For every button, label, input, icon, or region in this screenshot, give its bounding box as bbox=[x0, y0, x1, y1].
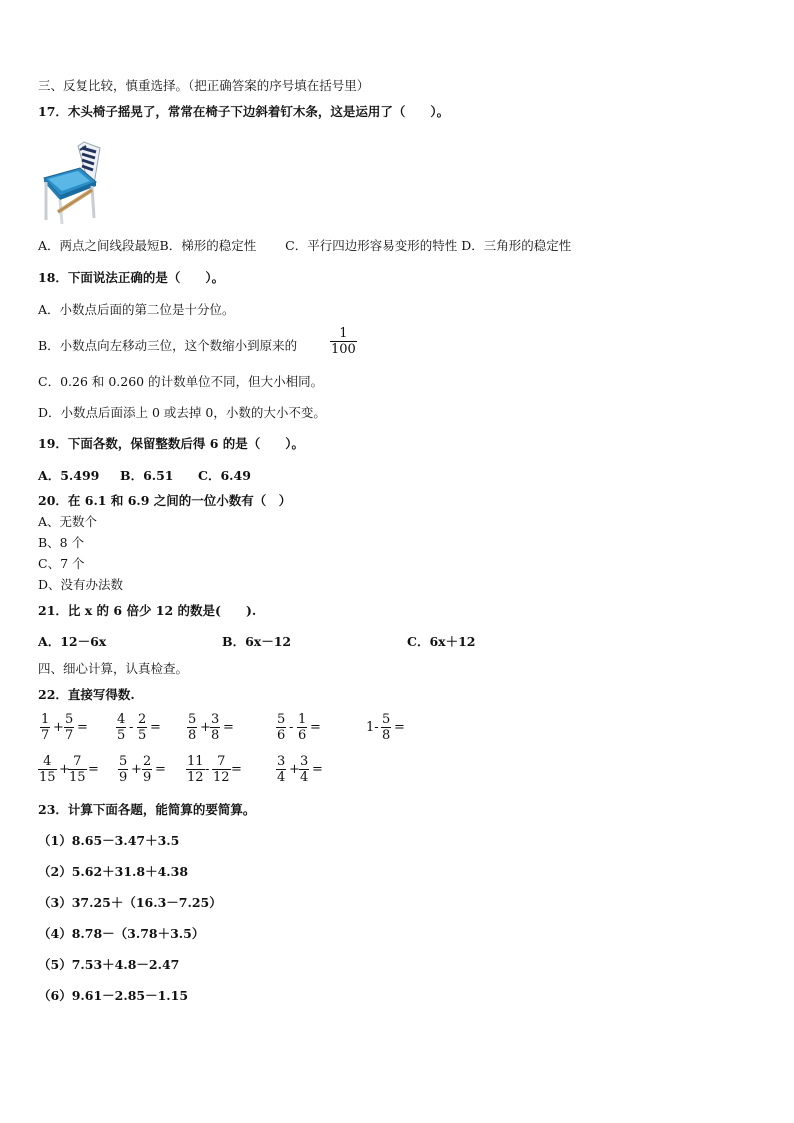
numerator: 1 bbox=[298, 712, 307, 727]
section-3-title: 三、反复比较，慎重选择。（把正确答案的序号填在括号里） bbox=[38, 78, 370, 93]
equals-sign: = bbox=[88, 762, 99, 777]
denominator: 4 bbox=[300, 770, 309, 785]
equals-sign: = bbox=[150, 720, 161, 735]
question-21-option-a: A．12－6x bbox=[38, 634, 107, 649]
fraction bbox=[210, 712, 220, 743]
fraction bbox=[381, 712, 391, 743]
fraction-numerator: 1 bbox=[339, 326, 348, 341]
question-21-stem: 21．比 x 的 6 倍少 12 的数是( ). bbox=[38, 603, 257, 618]
operator: - bbox=[205, 762, 210, 777]
question-19-stem: 19．下面各数，保留整数后得 6 的是（ ）。 bbox=[38, 436, 305, 451]
question-19-option-c: C．6.49 bbox=[198, 468, 251, 483]
question-23-item-2: （2）5.62＋31.8＋4.38 bbox=[38, 864, 189, 879]
numerator: 7 bbox=[73, 754, 82, 769]
denominator: 8 bbox=[211, 728, 220, 743]
equals-sign: = bbox=[231, 762, 242, 777]
numerator: 5 bbox=[119, 754, 128, 769]
equals-sign: = bbox=[77, 720, 88, 735]
numerator: 3 bbox=[300, 754, 309, 769]
denominator: 9 bbox=[143, 770, 152, 785]
operator: - bbox=[289, 720, 294, 735]
question-17-options: A．两点之间线段最短B．梯形的稳定性 C．平行四边形容易变形的特性 D．三角形的稳定性 bbox=[38, 238, 572, 253]
question-20-option-b: B、8 个 bbox=[38, 535, 85, 550]
fraction bbox=[276, 712, 286, 743]
denominator: 9 bbox=[119, 770, 128, 785]
fraction bbox=[38, 754, 57, 785]
question-20-option-d: D、没有办法数 bbox=[38, 577, 124, 592]
question-22-stem: 22．直接写得数. bbox=[38, 687, 135, 702]
fraction bbox=[137, 712, 147, 743]
denominator: 12 bbox=[213, 770, 230, 785]
operator: + bbox=[200, 720, 211, 735]
operator: - bbox=[129, 720, 134, 735]
denominator: 15 bbox=[39, 770, 56, 785]
fraction bbox=[212, 754, 231, 785]
question-20-option-c: C、7 个 bbox=[38, 556, 85, 571]
numerator: 3 bbox=[211, 712, 220, 727]
equals-sign: = bbox=[310, 720, 321, 735]
question-19-option-b: B．6.51 bbox=[120, 468, 174, 483]
question-18-option-a: A．小数点后面的第二位是十分位。 bbox=[38, 302, 235, 317]
denominator: 15 bbox=[69, 770, 86, 785]
fraction bbox=[297, 712, 307, 743]
fraction bbox=[276, 754, 286, 785]
fraction bbox=[64, 712, 74, 743]
fraction bbox=[118, 754, 128, 785]
denominator: 6 bbox=[298, 728, 307, 743]
numerator: 5 bbox=[65, 712, 74, 727]
question-23-stem: 23．计算下面各题，能简算的要简算。 bbox=[38, 802, 256, 817]
section-4-title: 四、细心计算，认真检查。 bbox=[38, 661, 189, 676]
operator: + bbox=[53, 720, 64, 735]
numerator: 2 bbox=[138, 712, 147, 727]
equals-sign: = bbox=[155, 762, 166, 777]
question-18-stem: 18．下面说法正确的是（ ）。 bbox=[38, 270, 225, 285]
fraction bbox=[186, 754, 205, 785]
denominator: 6 bbox=[277, 728, 286, 743]
question-23-item-6: （6）9.61－2.85－1.15 bbox=[38, 988, 189, 1003]
question-17-stem: 17．木头椅子摇晃了，常常在椅子下边斜着钉木条，这是运用了（ ）。 bbox=[38, 104, 450, 119]
question-19-option-a: A．5.499 bbox=[38, 468, 100, 483]
operator: 1- bbox=[366, 720, 379, 735]
numerator: 3 bbox=[277, 754, 286, 769]
denominator: 5 bbox=[117, 728, 126, 743]
fraction bbox=[187, 712, 197, 743]
chair-image bbox=[40, 138, 104, 226]
numerator: 11 bbox=[187, 754, 204, 769]
equals-sign: = bbox=[223, 720, 234, 735]
operator: + bbox=[289, 762, 300, 777]
question-23-item-1: （1）8.65－3.47＋3.5 bbox=[38, 833, 180, 848]
denominator: 8 bbox=[382, 728, 391, 743]
fraction bbox=[116, 712, 126, 743]
denominator: 7 bbox=[41, 728, 50, 743]
question-20-option-a: A、无数个 bbox=[38, 514, 98, 529]
numerator: 4 bbox=[117, 712, 126, 727]
question-18-option-b-fraction bbox=[330, 326, 357, 357]
question-21-option-b: B．6x－12 bbox=[222, 634, 292, 649]
numerator: 2 bbox=[143, 754, 152, 769]
fraction-denominator: 100 bbox=[331, 342, 356, 357]
numerator: 4 bbox=[43, 754, 52, 769]
operator: + bbox=[131, 762, 142, 777]
denominator: 12 bbox=[187, 770, 204, 785]
question-18-option-d: D．小数点后面添上 0 或去掉 0，小数的大小不变。 bbox=[38, 405, 326, 420]
question-23-item-3: （3）37.25＋（16.3－7.25） bbox=[38, 895, 222, 910]
question-18-option-b: B．小数点向左移动三位，这个数缩小到原来的 bbox=[38, 338, 298, 353]
fraction bbox=[299, 754, 309, 785]
numerator: 5 bbox=[382, 712, 391, 727]
numerator: 1 bbox=[41, 712, 50, 727]
equals-sign: = bbox=[312, 762, 323, 777]
numerator: 7 bbox=[217, 754, 226, 769]
denominator: 5 bbox=[138, 728, 147, 743]
fraction bbox=[68, 754, 87, 785]
denominator: 7 bbox=[65, 728, 74, 743]
question-23-item-4: （4）8.78－（3.78＋3.5） bbox=[38, 926, 205, 941]
numerator: 5 bbox=[277, 712, 286, 727]
fraction bbox=[40, 712, 50, 743]
equals-sign: = bbox=[394, 720, 405, 735]
question-18-option-c: C．0.26 和 0.260 的计数单位不同，但大小相同。 bbox=[38, 374, 324, 389]
question-23-item-5: （5）7.53＋4.8－2.47 bbox=[38, 957, 180, 972]
question-21-option-c: C．6x＋12 bbox=[407, 634, 476, 649]
question-20-stem: 20．在 6.1 和 6.9 之间的一位小数有（ ） bbox=[38, 493, 292, 508]
numerator: 5 bbox=[188, 712, 197, 727]
denominator: 4 bbox=[277, 770, 286, 785]
fraction bbox=[142, 754, 152, 785]
denominator: 8 bbox=[188, 728, 197, 743]
operator: + bbox=[59, 762, 70, 777]
